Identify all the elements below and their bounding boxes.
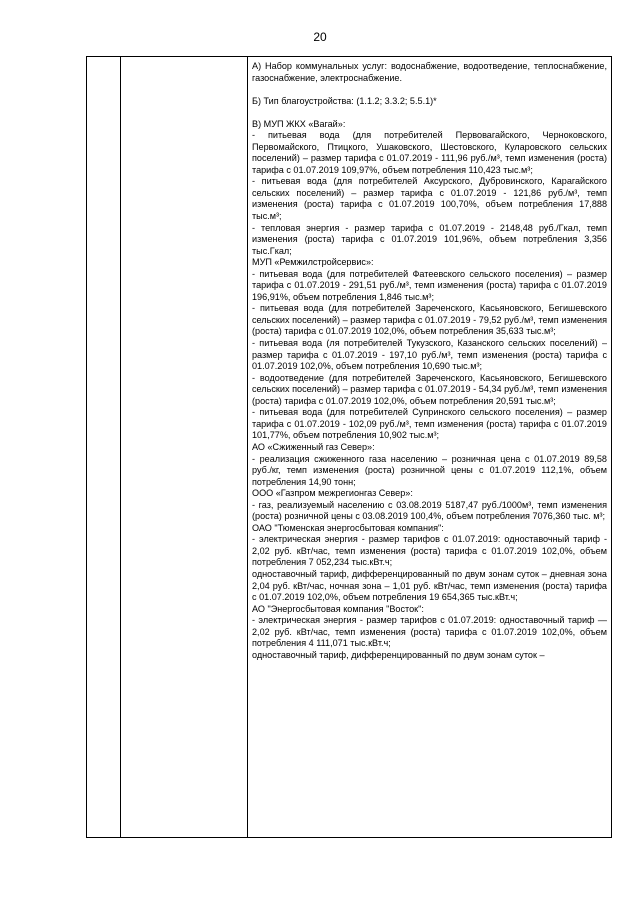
content-cell [248, 57, 612, 838]
table-row [87, 57, 612, 838]
list-item: АО "Энергосбытовая компания "Восток": [252, 603, 424, 614]
name-cell [121, 57, 248, 838]
list-item: - тепловая энергия - размер тарифа с 01.07.2019 - 2148,48 руб./Гкал, темп изменения (роста) тарифа с 01.07.2019 101,96%, объем потребления 3,356 тыс.Гкал; [252, 222, 607, 256]
section-v-title: В) МУП ЖКХ «Вагай»: [252, 118, 346, 129]
content-text [252, 61, 607, 837]
list-item: - питьевая вода (для потребителей Фатеевского сельского поселения) – размер тарифа с 01.07.2019 - 291,51 руб./м³, темп изменения (роста) тарифа с 01.07.2019 196,91%, объем потребления 1,846 тыс.м³; [252, 268, 607, 302]
list-item: одноставочный тариф, дифференцированный по двум зонам суток – дневная зона 2,04 руб. кВт/час, ночная зона – 1,01 руб. кВт/час, темп изменения (роста) тарифа с 01.07.2019 102,0%, объем потребления 19 654,365 тыс.кВт.ч; [252, 568, 607, 603]
list-item: - питьевая вода (для потребителей Супринского сельского поселения) – размер тарифа с 01.07.2019 - 102,09 руб./м³, темп изменения (роста) тарифа с 01.07.2019 101,77%, объем потребления 10,902 тыс.м³; [252, 407, 607, 441]
list-item: - электрическая энергия - размер тарифов с 01.07.2019: одноставочный тариф - 2,02 руб. кВт/час, темп изменения (роста) тарифа с 01.07.2019 102,0%, объем потребления 7 052,234 тыс.кВт.ч; [252, 534, 607, 568]
number-cell [87, 57, 121, 838]
list-item: одноставочный тариф, дифференцированный по двум зонам суток – [252, 649, 545, 660]
list-item: - реализация сжиженного газа населению – розничная цена с 01.07.2019 89,58 руб./кг, темп изменения (роста) розничной цены с 01.07.2019 112,1%, объем потребления 14,90 тонн; [252, 453, 607, 487]
page-number: 20 [313, 30, 327, 44]
list-item: - питьевая вода (для потребителей Первовагайского, Черноковского, Первомайского, Птицкого, Ушаковского, Шестовского, Куларовского сельских поселений) – размер тарифа с 01.07.2019 - 111,96 руб./м³, темп изменения (роста) тарифа с 01.07.2019 109,97%, объем потребления 110,423 тыс.м³; [252, 130, 607, 175]
section-b: Б) Тип благоустройства: (1.1.2; 3.3.2; 5.5.1)* [252, 95, 437, 106]
list-item: - питьевая вода (для потребителей Зареченского, Касьяновского, Бегишевского сельских поселений) – размер тарифа с 01.07.2019 - 79,52 руб./м³, темп изменения (роста) тарифа с 01.07.2019 102,0%, объем потребления 35,633 тыс.м³; [252, 303, 607, 337]
list-item: АО «Сжиженный газ Север»: [252, 441, 375, 452]
section-a: А) Набор коммунальных услуг: водоснабжение, водоотведение, теплоснабжение, газоснабжение, электроснабжение. [252, 61, 607, 83]
list-item: - водоотведение (для потребителей Зареченского, Касьяновского, Бегишевского сельских поселений) – размер тарифа с 01.07.2019 - 54,34 руб./м³, темп изменения (роста) тарифа с 01.07.2019 102,0%, объем потребления 20,591 тыс.м³; [252, 372, 607, 406]
list-item: - электрическая энергия - размер тарифов с 01.07.2019: одноставочный тариф — 2,02 руб. кВт/час, темп изменения (роста) тарифа с 01.07.2019 102,0%, объем потребления 4 111,071 тыс.кВт.ч; [252, 615, 607, 649]
tariff-table [86, 56, 612, 838]
list-item: - газ, реализуемый населению с 03.08.2019 5187,47 руб./1000м³, темп изменения (роста) розничной цены с 03.08.2019 100,4%, объем потребления 7076,360 тыс. м³; [252, 499, 607, 522]
list-item: - питьевая вода (ля потребителей Тукузского, Казанского сельских поселений) – размер тарифа с 01.07.2019 - 197,10 руб./м³, темп изменения (роста) тарифа с 01.07.2019 102,0%, объем потребления 10,690 тыс.м³; [252, 338, 607, 372]
list-item: - питьевая вода (для потребителей Аксурского, Дубровинского, Карагайского сельских поселений) – размер тарифа с 01.07.2019 - 121,86 руб./м³, темп изменения (роста) тарифа с 01.07.2019 100,70%, объем потребления 17,888 тыс.м³; [252, 176, 607, 222]
list-item: ООО «Газпром межрегионгаз Север»: [252, 488, 413, 499]
list-item: МУП «Ремжилстройсервис»: [252, 257, 374, 268]
list-item: ОАО "Тюменская энергосбытовая компания": [252, 522, 444, 533]
